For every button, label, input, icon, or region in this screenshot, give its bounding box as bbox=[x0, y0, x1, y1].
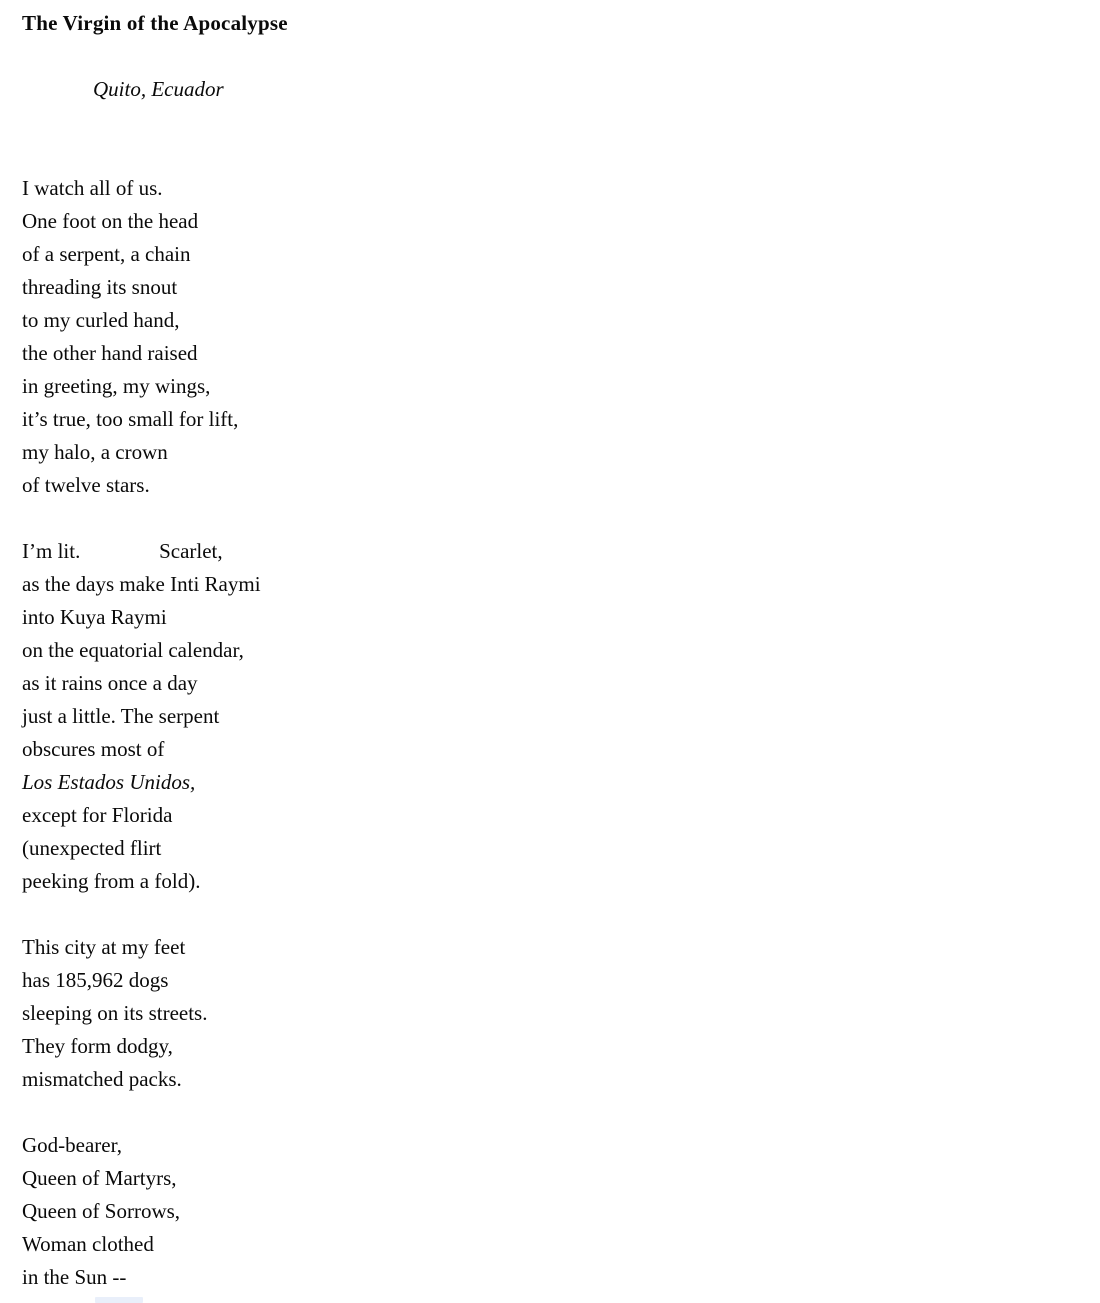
poem-title: The Virgin of the Apocalypse bbox=[22, 11, 288, 35]
poem-line: to my curled hand, bbox=[22, 308, 180, 332]
poem-line: Queen of Martyrs, bbox=[22, 1166, 177, 1190]
poem-line: One foot on the head bbox=[22, 209, 199, 233]
poem-body bbox=[22, 172, 1060, 1294]
poem-line: Los Estados Unidos, bbox=[22, 770, 196, 794]
poem-line: into Kuya Raymi bbox=[22, 605, 167, 629]
poem-line: in greeting, my wings, bbox=[22, 374, 211, 398]
poem-line: on the equatorial calendar, bbox=[22, 638, 244, 662]
poem-line: has 185,962 dogs bbox=[22, 968, 169, 992]
poem-line: the other hand raised bbox=[22, 341, 198, 365]
poem-line: my halo, a crown bbox=[22, 440, 168, 464]
poem-line: as the days make Inti Raymi bbox=[22, 572, 261, 596]
poem-line: (unexpected flirt bbox=[22, 836, 162, 860]
poem-line: They form dodgy, bbox=[22, 1034, 173, 1058]
poem-line: it’s true, too small for lift, bbox=[22, 407, 239, 431]
poem-line: mismatched packs. bbox=[22, 1067, 182, 1091]
poem-line: just a little. The serpent bbox=[22, 704, 220, 728]
poem-line: God-bearer, bbox=[22, 1133, 123, 1157]
poem-line: except for Florida bbox=[22, 803, 173, 827]
poem-subtitle: Quito, Ecuador bbox=[93, 77, 224, 101]
poem-line: obscures most of bbox=[22, 737, 165, 761]
poem-line: I’m lit. Scarlet, bbox=[22, 539, 223, 563]
poem-line: This city at my feet bbox=[22, 935, 186, 959]
stanza bbox=[22, 535, 1060, 898]
stanza bbox=[22, 172, 1060, 502]
poem-line: peeking from a fold). bbox=[22, 869, 201, 893]
poem-line: in the Sun -- bbox=[22, 1265, 127, 1289]
poem-line: I watch all of us. bbox=[22, 176, 163, 200]
poem-line: of twelve stars. bbox=[22, 473, 150, 497]
poem-line: sleeping on its streets. bbox=[22, 1001, 208, 1025]
poem-line: as it rains once a day bbox=[22, 671, 198, 695]
poem-line: threading its snout bbox=[22, 275, 178, 299]
poem-line: Queen of Sorrows, bbox=[22, 1199, 181, 1223]
stanza bbox=[22, 931, 1060, 1096]
poem-line: Woman clothed bbox=[22, 1232, 154, 1256]
page-edge-artifact bbox=[95, 1297, 143, 1303]
stanza bbox=[22, 1129, 1060, 1294]
poem-line: of a serpent, a chain bbox=[22, 242, 191, 266]
